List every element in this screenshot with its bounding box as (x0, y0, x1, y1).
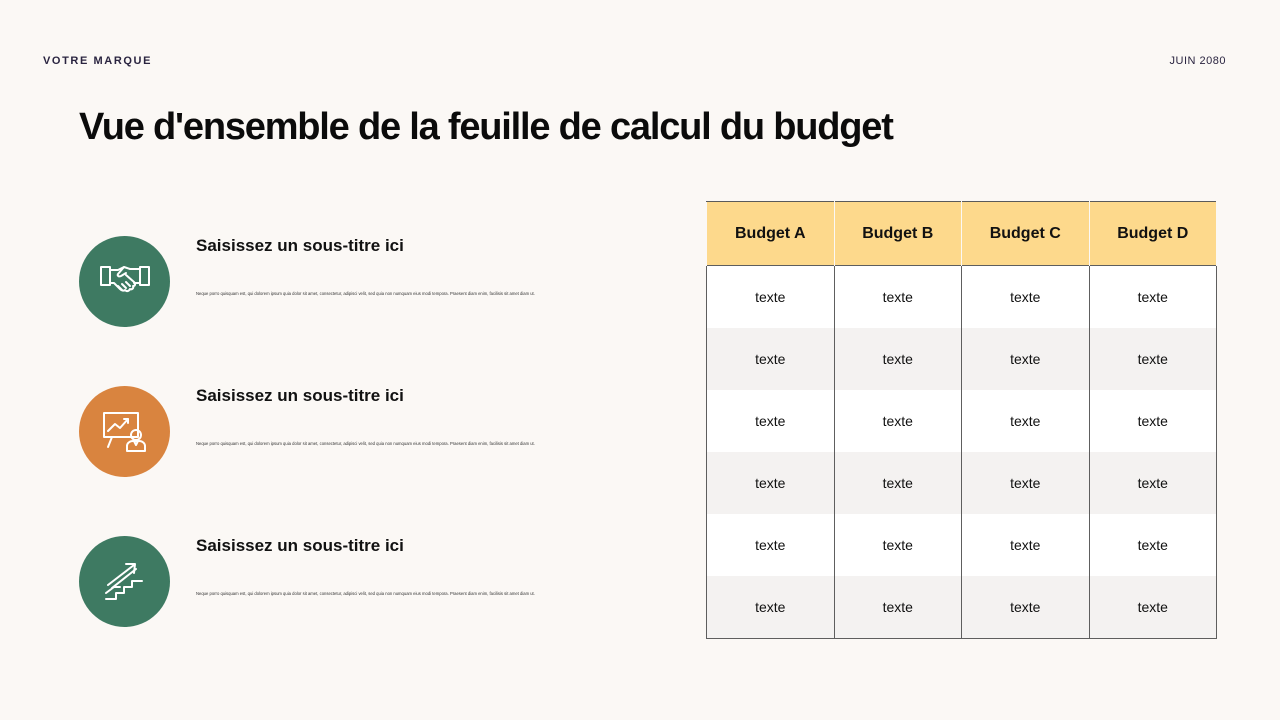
table-cell: texte (834, 328, 962, 390)
table-row (707, 390, 1217, 452)
column-header: Budget A (707, 202, 835, 266)
table-row (707, 514, 1217, 576)
table-cell: texte (834, 452, 962, 514)
table-cell: texte (834, 390, 962, 452)
feature-subtitle: Saisissez un sous-titre ici (196, 536, 404, 555)
table-cell: texte (834, 576, 962, 639)
table-row (707, 452, 1217, 514)
table-cell: texte (962, 266, 1090, 329)
brand-label: VOTRE MARQUE (43, 55, 153, 67)
column-header: Budget D (1089, 202, 1217, 266)
table-cell: texte (707, 452, 835, 514)
table-cell: texte (707, 266, 835, 329)
table-cell: texte (1089, 576, 1217, 639)
stairs-growth-icon (79, 536, 170, 627)
feature-item-2 (79, 386, 639, 478)
table-cell: texte (834, 514, 962, 576)
feature-subtitle: Saisissez un sous-titre ici (196, 236, 404, 255)
feature-body-text: Neque porro quisquam est, qui dolorem ipsum quia dolor sit amet, consectetur, adipisci velit, sed quia non numquam eius modi tempora. Praesent diam enim, facilisis sit amet diam ut. (196, 591, 535, 596)
table-cell: texte (1089, 266, 1217, 329)
table-cell: texte (1089, 328, 1217, 390)
date-label: JUIN 2080 (1169, 55, 1226, 67)
column-header: Budget C (962, 202, 1090, 266)
table-row (707, 576, 1217, 639)
table-cell: texte (962, 514, 1090, 576)
page-title: Vue d'ensemble de la feuille de calcul du budget (79, 106, 893, 148)
table-cell: texte (962, 328, 1090, 390)
table-cell: texte (707, 390, 835, 452)
table-cell: texte (1089, 452, 1217, 514)
table-cell: texte (962, 576, 1090, 639)
feature-item-3 (79, 536, 639, 628)
table-cell: texte (1089, 514, 1217, 576)
table-row (707, 266, 1217, 329)
feature-body-text: Neque porro quisquam est, qui dolorem ipsum quia dolor sit amet, consectetur, adipisci velit, sed quia non numquam eius modi tempora. Praesent diam enim, facilisis sit amet diam ut. (196, 291, 535, 296)
table-row (707, 328, 1217, 390)
presentation-icon (79, 386, 170, 477)
budget-table (706, 201, 1217, 639)
feature-body-text: Neque porro quisquam est, qui dolorem ipsum quia dolor sit amet, consectetur, adipisci velit, sed quia non numquam eius modi tempora. Praesent diam enim, facilisis sit amet diam ut. (196, 441, 535, 446)
column-header: Budget B (834, 202, 962, 266)
table-cell: texte (707, 514, 835, 576)
feature-subtitle: Saisissez un sous-titre ici (196, 386, 404, 405)
table-cell: texte (707, 576, 835, 639)
feature-item-1 (79, 236, 639, 328)
table-cell: texte (962, 452, 1090, 514)
table-cell: texte (962, 390, 1090, 452)
table-header-row (707, 202, 1217, 266)
table-cell: texte (707, 328, 835, 390)
table-cell: texte (834, 266, 962, 329)
handshake-icon (79, 236, 170, 327)
table-cell: texte (1089, 390, 1217, 452)
